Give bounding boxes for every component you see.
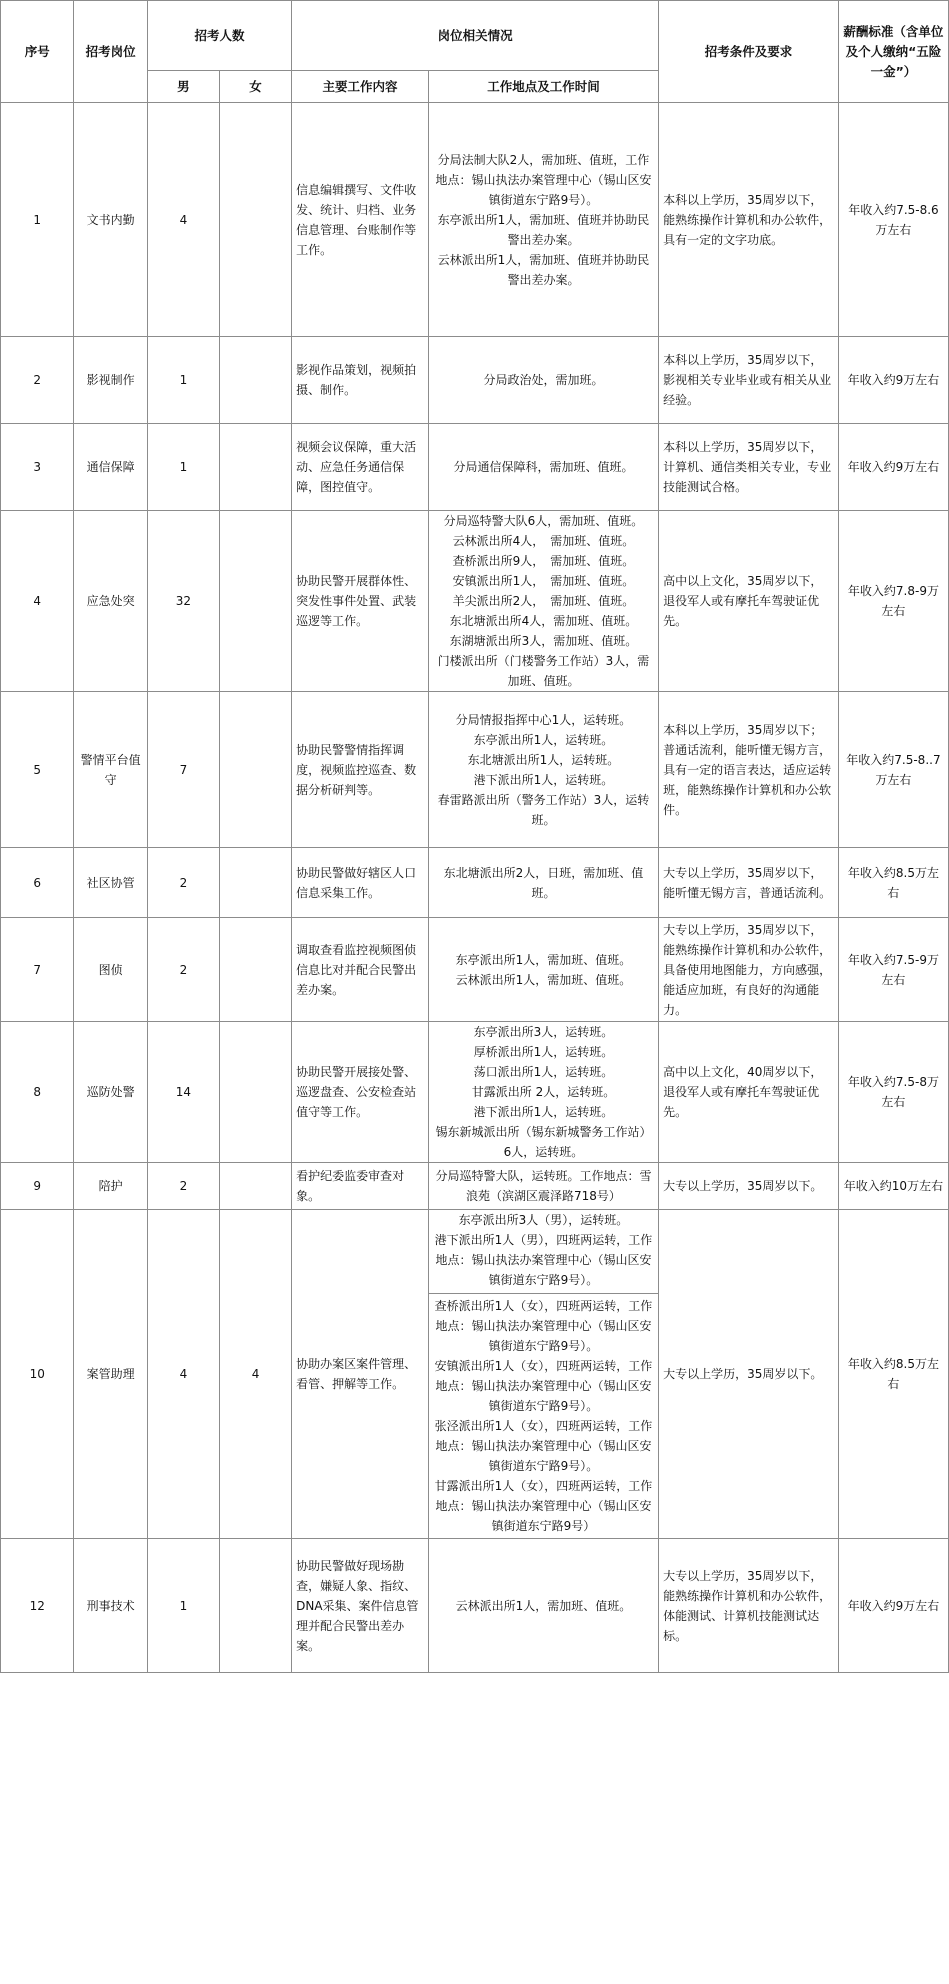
row-salary: 年收入约7.5-9万左右 [838,918,948,1022]
row-requirements: 本科以上学历，35周岁以下，能熟练操作计算机和办公软件，具有一定的文字功底。 [659,103,839,337]
header-position: 招考岗位 [74,1,147,103]
row-requirements: 大专以上学历，35周岁以下。 [659,1163,839,1210]
row-salary: 年收入约7.5-8万左右 [838,1022,948,1163]
header-seq: 序号 [1,1,74,103]
row-position: 刑事技术 [74,1539,147,1673]
row-salary: 年收入约7.5-8..7万左右 [838,692,948,848]
row-requirements: 大专以上学历，35周岁以下，能熟练操作计算机和办公软件，体能测试、计算机技能测试达标。 [659,1539,839,1673]
row-work-content: 协助民警做好辖区人口信息采集工作。 [292,848,429,918]
row-position: 巡防处警 [74,1022,147,1163]
row-male-count: 32 [147,511,219,692]
row-work-content: 协助办案区案件管理、看管、押解等工作。 [292,1210,429,1539]
row-position: 通信保障 [74,424,147,511]
row-seq: 7 [1,918,74,1022]
row-salary: 年收入约7.8-9万左右 [838,511,948,692]
header-headcount: 招考人数 [147,1,291,71]
row-location-time: 分局通信保障科，需加班、值班。 [428,424,658,511]
row-requirements: 本科以上学历，35周岁以下，影视相关专业毕业或有相关从业经验。 [659,337,839,424]
row-location-time: 东北塘派出所2人，日班，需加班、值班。 [428,848,658,918]
table-row [1,1539,949,1673]
row-salary: 年收入约7.5-8.6万左右 [838,103,948,337]
row-work-content: 协助民警开展群体性、突发性事件处置、武装巡逻等工作。 [292,511,429,692]
row-salary: 年收入约8.5万左右 [838,1210,948,1539]
table-row [1,1210,949,1539]
row-requirements: 高中以上文化，40周岁以下，退役军人或有摩托车驾驶证优先。 [659,1022,839,1163]
row-male-count: 14 [147,1022,219,1163]
row-male-count: 4 [147,1210,219,1539]
table-row [1,424,949,511]
table-row [1,511,949,692]
row-requirements: 大专以上学历，35周岁以下，能听懂无锡方言，普通话流利。 [659,848,839,918]
row-female-count [219,1022,291,1163]
row-seq: 9 [1,1163,74,1210]
table-header [1,1,949,103]
row-location-time: 分局巡特警大队6人，需加班、值班。 云林派出所4人， 需加班、值班。 查桥派出所9人， 需加班、值班。 安镇派出所1人， 需加班、值班。 羊尖派出所2人， 需加班、值班。 东北塘派出所4人，需加班、值班。 东湖塘派出所3人，需加班、值班。 门楼派出所（门楼警务工作站）3人，需加班、值班。 [428,511,658,692]
row-male-count: 2 [147,848,219,918]
row-position: 文书内勤 [74,103,147,337]
row-location-time: 分局情报指挥中心1人，运转班。 东亭派出所1人，运转班。 东北塘派出所1人，运转班。 港下派出所1人，运转班。 春雷路派出所（警务工作站）3人，运转班。 [428,692,658,848]
location-male-part: 东亭派出所3人（男），运转班。 港下派出所1人（男），四班两运转，工作地点：锡山执法办案管理中心（锡山区安镇街道东宁路9号）。 [434,1213,653,1287]
row-salary: 年收入约9万左右 [838,337,948,424]
table-row [1,692,949,848]
row-seq: 6 [1,848,74,918]
row-male-count: 2 [147,918,219,1022]
row-position: 影视制作 [74,337,147,424]
row-male-count: 2 [147,1163,219,1210]
row-work-content: 看护纪委监委审查对象。 [292,1163,429,1210]
row-female-count [219,1163,291,1210]
row-position: 社区协管 [74,848,147,918]
row-female-count [219,1539,291,1673]
header-male: 男 [147,71,219,103]
row-seq: 2 [1,337,74,424]
row-work-content: 协助民警做好现场勘查，嫌疑人象、指纹、DNA采集、案件信息管理并配合民警出差办案。 [292,1539,429,1673]
row-seq: 8 [1,1022,74,1163]
row-male-count: 7 [147,692,219,848]
row-female-count [219,511,291,692]
table-row [1,103,949,337]
row-seq: 5 [1,692,74,848]
row-position: 案管助理 [74,1210,147,1539]
row-female-count [219,848,291,918]
row-location-time: 分局政治处，需加班。 [428,337,658,424]
row-requirements: 高中以上文化，35周岁以下，退役军人或有摩托车驾驶证优先。 [659,511,839,692]
header-related: 岗位相关情况 [292,1,659,71]
row-position: 警情平台值守 [74,692,147,848]
row-male-count: 1 [147,337,219,424]
header-location-time: 工作地点及工作时间 [428,71,658,103]
row-seq: 3 [1,424,74,511]
row-seq: 10 [1,1210,74,1539]
row-male-count: 1 [147,1539,219,1673]
row-work-content: 视频会议保障，重大活动、应急任务通信保障，图控值守。 [292,424,429,511]
row-female-count: 4 [219,1210,291,1539]
row-seq: 1 [1,103,74,337]
location-female-part: 查桥派出所1人（女），四班两运转，工作地点：锡山执法办案管理中心（锡山区安镇街道东宁路9号）。 安镇派出所1人（女），四班两运转，工作地点：锡山执法办案管理中心（锡山区安镇街道东宁路9号）。 张泾派出所1人（女），四班两运转，工作地点：锡山执法办案管理中心（锡山区安镇街道东宁路9号）。 甘露派出所1人（女），四班两运转，工作地点：锡山执法办案管理中心（锡山区安镇街道东宁路9号） [429,1293,658,1538]
table-row [1,848,949,918]
row-location-time: 分局法制大队2人，需加班、值班，工作地点：锡山执法办案管理中心（锡山区安镇街道东宁路9号）。 东亭派出所1人，需加班、值班并协助民警出差办案。 云林派出所1人，需加班、值班并协助民警出差办案。 [428,103,658,337]
row-location-time: 东亭派出所1人，需加班、值班。 云林派出所1人，需加班、值班。 [428,918,658,1022]
row-male-count: 4 [147,103,219,337]
row-position: 陪护 [74,1163,147,1210]
row-salary: 年收入约9万左右 [838,1539,948,1673]
row-work-content: 协助民警警情指挥调度，视频监控巡查、数据分析研判等。 [292,692,429,848]
row-seq: 12 [1,1539,74,1673]
header-work-content: 主要工作内容 [292,71,429,103]
row-location-time: 分局巡特警大队，运转班。工作地点：雪浪苑（滨湖区震泽路718号） [428,1163,658,1210]
row-female-count [219,424,291,511]
header-female: 女 [219,71,291,103]
table-row [1,337,949,424]
row-male-count: 1 [147,424,219,511]
row-seq: 4 [1,511,74,692]
row-salary: 年收入约8.5万左右 [838,848,948,918]
row-requirements: 大专以上学历，35周岁以下。 [659,1210,839,1539]
row-requirements: 本科以上学历，35周岁以下；普通话流利，能听懂无锡方言，具有一定的语言表达，适应运转班，能熟练操作计算机和办公软件。 [659,692,839,848]
row-position: 应急处突 [74,511,147,692]
row-female-count [219,692,291,848]
row-work-content: 影视作品策划，视频拍摄、制作。 [292,337,429,424]
row-salary: 年收入约9万左右 [838,424,948,511]
row-requirements: 大专以上学历，35周岁以下，能熟练操作计算机和办公软件，具备使用地图能力，方向感强，能适应加班，有良好的沟通能力。 [659,918,839,1022]
row-location-time: 东亭派出所3人，运转班。 厚桥派出所1人，运转班。 荡口派出所1人，运转班。 甘露派出所 2人，运转班。 港下派出所1人，运转班。 锡东新城派出所（锡东新城警务工作站）6人，运转班。 [428,1022,658,1163]
row-work-content: 协助民警开展接处警、巡逻盘查、公安检查站值守等工作。 [292,1022,429,1163]
table-row [1,918,949,1022]
row-female-count [219,918,291,1022]
row-female-count [219,103,291,337]
table-row [1,1163,949,1210]
header-requirements: 招考条件及要求 [659,1,839,103]
table-row [1,1022,949,1163]
header-salary: 薪酬标准（含单位及个人缴纳“五险一金”） [838,1,948,103]
table-body [1,103,949,1673]
row-requirements: 本科以上学历，35周岁以下，计算机、通信类相关专业，专业技能测试合格。 [659,424,839,511]
row-location-time: 云林派出所1人，需加班、值班。 [428,1539,658,1673]
row-work-content: 信息编辑撰写、文件收发、统计、归档、业务信息管理、台账制作等工作。 [292,103,429,337]
row-work-content: 调取查看监控视频图侦信息比对并配合民警出差办案。 [292,918,429,1022]
row-position: 图侦 [74,918,147,1022]
row-salary: 年收入约10万左右 [838,1163,948,1210]
row-female-count [219,337,291,424]
row-location-time [428,1210,658,1539]
